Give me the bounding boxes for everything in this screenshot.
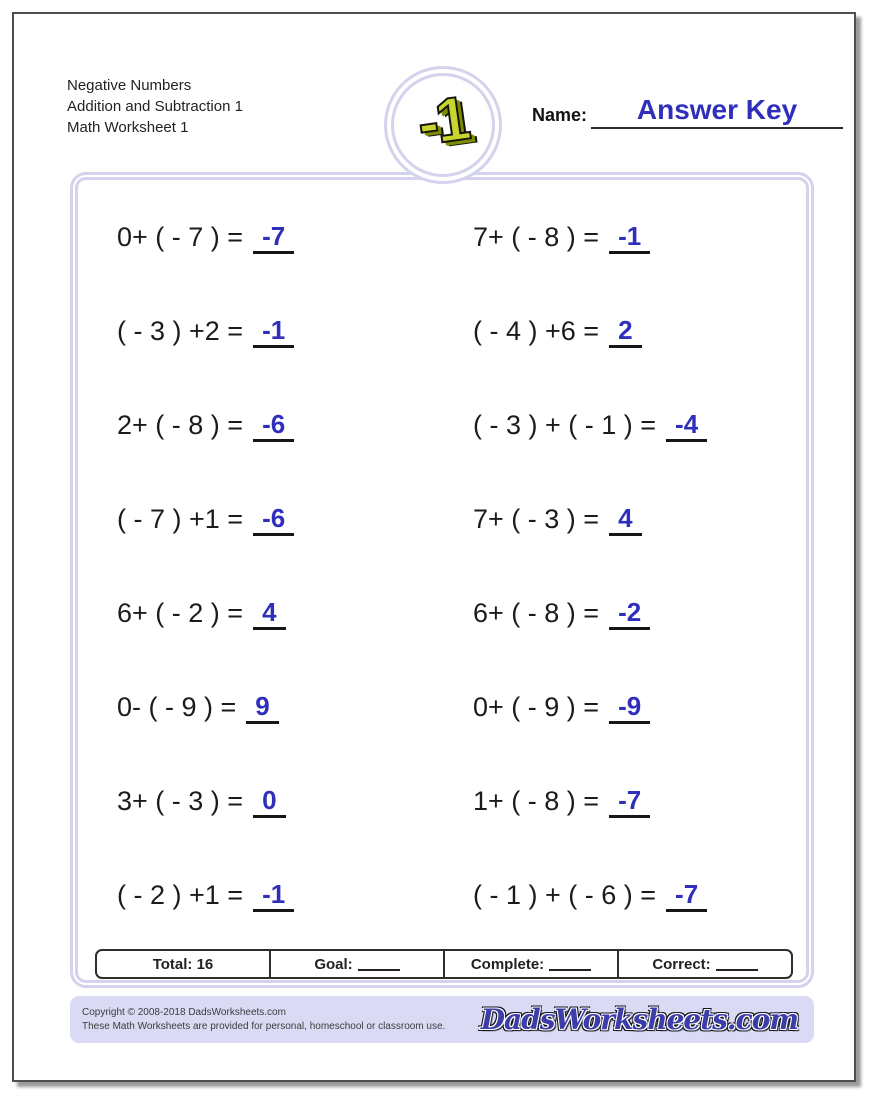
problem-11: [73, 660, 429, 754]
title-line-subject: Negative Numbers: [67, 77, 192, 94]
problem-15: [73, 848, 429, 942]
footer-strip: [70, 996, 814, 1043]
problem-answer: -1: [609, 221, 650, 254]
problem-8: [429, 472, 811, 566]
badge-number: -1: [413, 83, 472, 159]
problem-answer: 9: [246, 691, 278, 724]
problem-4: [429, 284, 811, 378]
problem-10: [429, 566, 811, 660]
complete-label: Complete:: [470, 955, 545, 973]
copyright-line: Copyright © 2008-2018 DadsWorksheets.com: [82, 1006, 286, 1018]
problem-expression: 7+ ( - 8 ) =: [473, 221, 600, 252]
problem-expression: 0+ ( - 7 ) =: [117, 221, 244, 252]
score-cell-complete: [443, 951, 617, 977]
goal-label: Goal:: [314, 955, 353, 973]
problem-expression: 1+ ( - 8 ) =: [473, 785, 600, 816]
footer-copyright: [82, 1006, 445, 1034]
problem-5: [73, 378, 429, 472]
negative-one-badge: [384, 66, 502, 184]
dadsworksheets-logo: DadsWorksheets.com: [480, 1003, 798, 1036]
problem-answer: -4: [666, 409, 707, 442]
name-block: [532, 94, 843, 129]
problem-7: [73, 472, 429, 566]
problem-3: [73, 284, 429, 378]
problem-answer: -7: [666, 879, 707, 912]
problem-expression: ( - 4 ) +6 =: [473, 315, 600, 346]
problem-expression: 6+ ( - 2 ) =: [117, 597, 244, 628]
problem-answer: -1: [253, 879, 294, 912]
score-bar: [95, 949, 793, 979]
problem-answer: 2: [609, 315, 641, 348]
problem-expression: ( - 7 ) +1 =: [117, 503, 244, 534]
correct-label: Correct:: [652, 955, 711, 973]
problem-answer: -2: [609, 597, 650, 630]
problem-expression: 7+ ( - 3 ) =: [473, 503, 600, 534]
problem-expression: ( - 1 ) + ( - 6 ) =: [473, 879, 657, 910]
problem-9: [73, 566, 429, 660]
problem-answer: 4: [253, 597, 285, 630]
problem-16: [429, 848, 811, 942]
problem-expression: 6+ ( - 8 ) =: [473, 597, 600, 628]
problem-expression: 0+ ( - 9 ) =: [473, 691, 600, 722]
problem-answer: 0: [253, 785, 285, 818]
title-line-topic: Addition and Subtraction 1: [67, 98, 243, 115]
problems-grid: [73, 175, 811, 942]
problem-14: [429, 754, 811, 848]
score-cell-goal: [269, 951, 443, 977]
problem-answer: -1: [253, 315, 294, 348]
problems-box: [70, 172, 814, 988]
problem-answer: -6: [253, 409, 294, 442]
worksheet-page: [12, 12, 856, 1082]
name-field: Answer Key: [591, 94, 843, 129]
score-cell-correct: [617, 951, 791, 977]
problem-answer: -7: [609, 785, 650, 818]
usage-line: These Math Worksheets are provided for personal, homeschool or classroom use.: [82, 1020, 446, 1032]
problem-1: [73, 190, 429, 284]
problem-2: [429, 190, 811, 284]
problem-expression: 0- ( - 9 ) =: [117, 691, 237, 722]
goal-blank-line: [358, 958, 400, 971]
correct-blank-line: [716, 958, 758, 971]
title-line-number: Math Worksheet 1: [67, 119, 189, 136]
problem-answer: -6: [253, 503, 294, 536]
problem-answer: -9: [609, 691, 650, 724]
problem-6: [429, 378, 811, 472]
complete-blank-line: [549, 958, 591, 971]
problem-12: [429, 660, 811, 754]
problem-expression: 2+ ( - 8 ) =: [117, 409, 244, 440]
problem-expression: ( - 2 ) +1 =: [117, 879, 244, 910]
worksheet-title: [67, 75, 243, 138]
total-label: Total: 16: [152, 955, 214, 973]
problem-expression: 3+ ( - 3 ) =: [117, 785, 244, 816]
problem-answer: -7: [253, 221, 294, 254]
score-cell-total: [97, 951, 269, 977]
problem-expression: ( - 3 ) + ( - 1 ) =: [473, 409, 657, 440]
name-label: Name:: [532, 105, 588, 125]
problem-expression: ( - 3 ) +2 =: [117, 315, 244, 346]
problem-answer: 4: [609, 503, 641, 536]
problem-13: [73, 754, 429, 848]
